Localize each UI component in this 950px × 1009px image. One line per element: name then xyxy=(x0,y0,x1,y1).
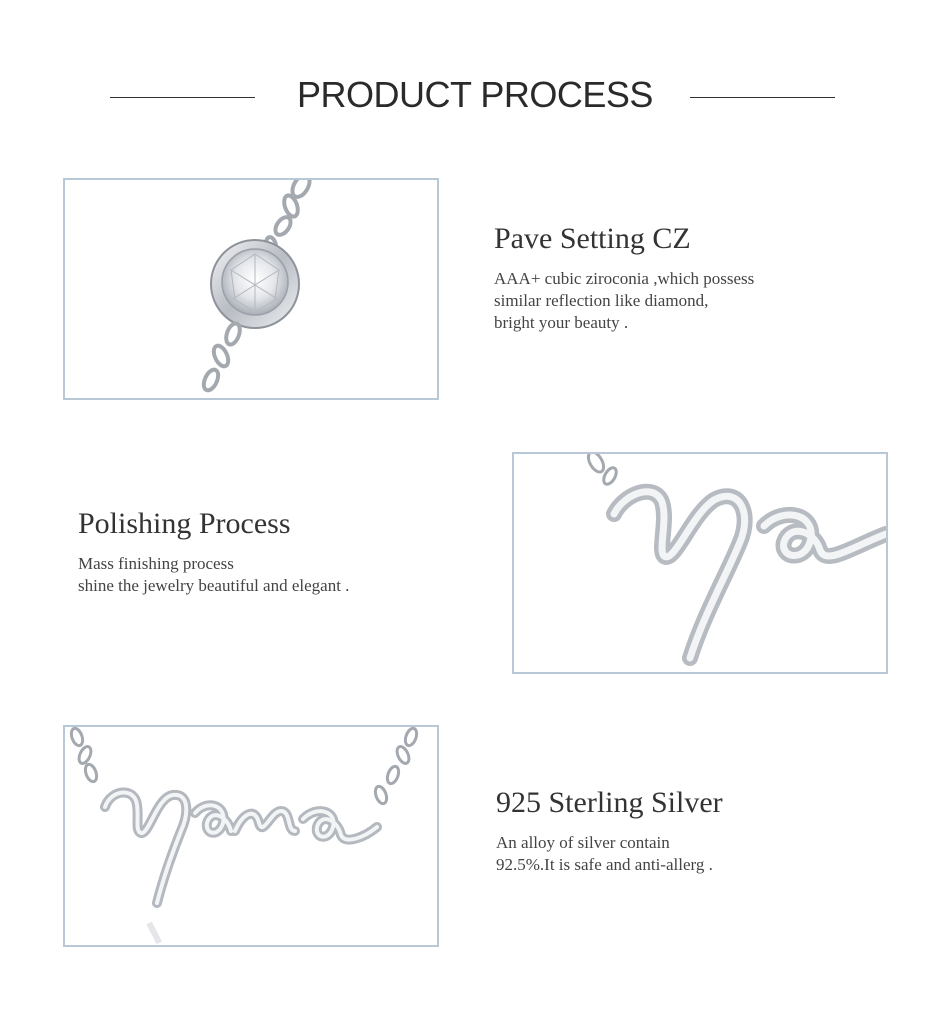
feature-title: Polishing Process xyxy=(78,507,291,540)
feature-title: Pave Setting CZ xyxy=(494,222,691,255)
feature-description-line: 92.5%.It is safe and anti-allerg . xyxy=(496,855,713,874)
feature-sterling-silver xyxy=(496,786,723,876)
page-header xyxy=(0,0,950,150)
feature-description xyxy=(78,553,349,597)
feature-pave-setting xyxy=(494,222,754,334)
feature-description xyxy=(496,832,723,876)
feature-description-line: similar reflection like diamond, xyxy=(494,291,709,310)
feature-description-line: shine the jewelry beautiful and elegant . xyxy=(78,576,350,595)
page-title: PRODUCT PROCESS xyxy=(297,74,653,115)
feature-description-line: Mass finishing process xyxy=(78,554,234,573)
feature-description-line: An alloy of silver contain xyxy=(496,833,670,852)
feature-polishing-process xyxy=(78,507,349,597)
cz-stone-pendant-image xyxy=(65,180,437,398)
polishing-photo xyxy=(512,452,888,674)
mama-necklace-image xyxy=(65,727,437,945)
header-divider-right xyxy=(690,97,835,98)
feature-description xyxy=(494,268,754,334)
feature-description-line: bright your beauty . xyxy=(494,313,629,332)
feature-title: 925 Sterling Silver xyxy=(496,786,723,819)
polished-pendant-closeup-image xyxy=(514,454,886,672)
pave-setting-photo xyxy=(63,178,439,400)
sterling-silver-photo xyxy=(63,725,439,947)
feature-description-line: AAA+ cubic ziroconia ,which possess xyxy=(494,269,755,288)
